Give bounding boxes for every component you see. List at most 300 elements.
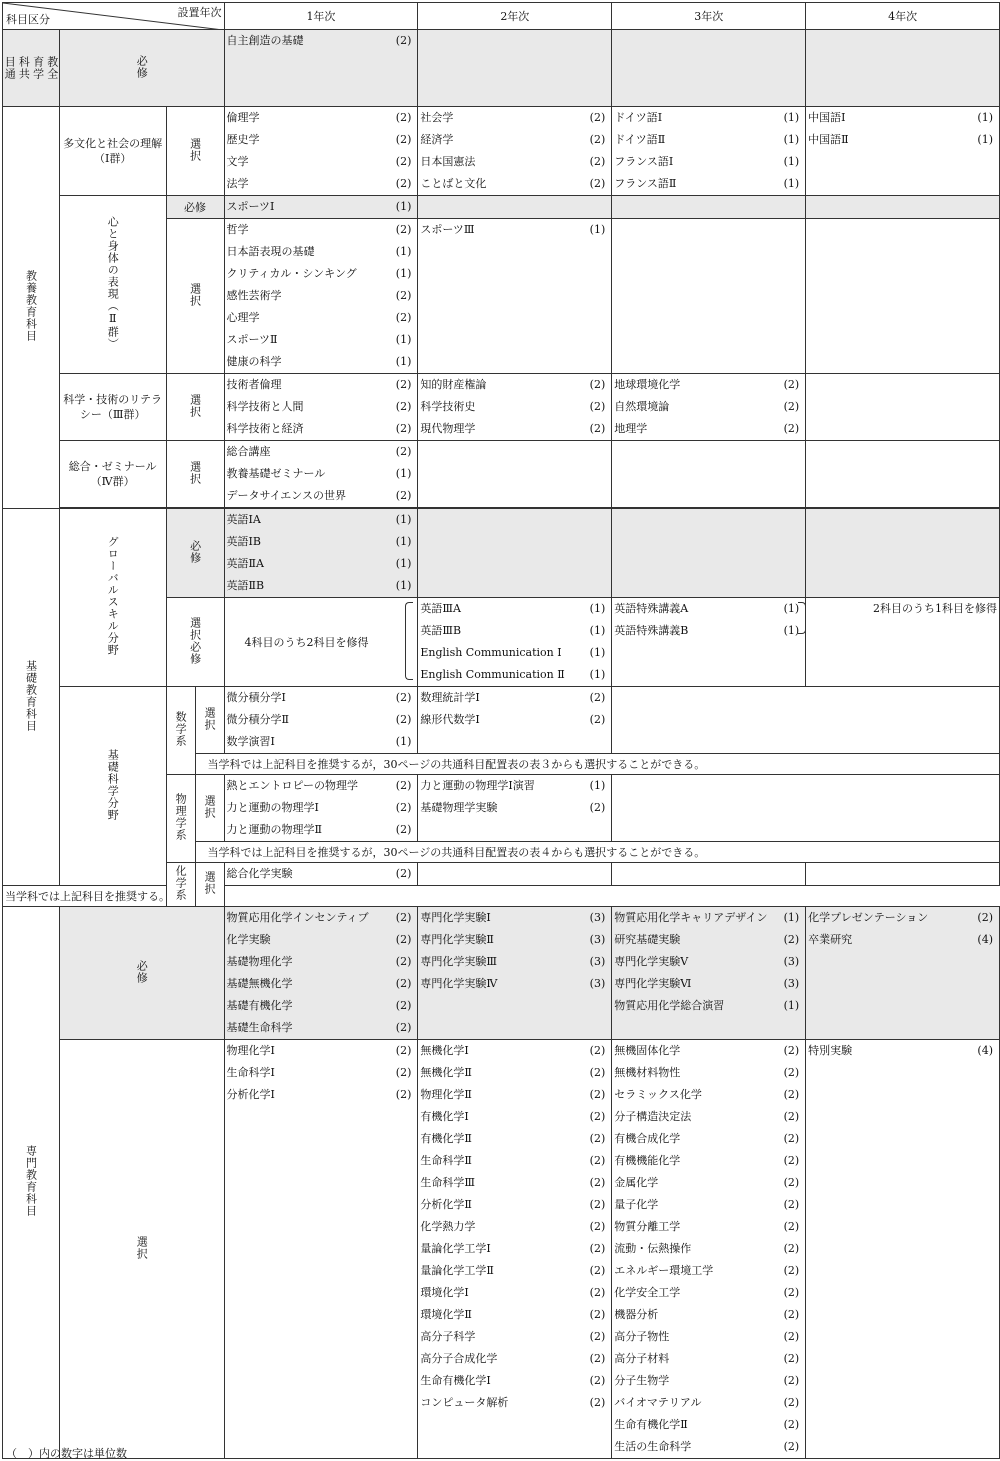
spec-req-y1 <box>224 907 418 1040</box>
chem-note: 当学科では上記科目を推奨する。 <box>3 886 225 907</box>
course-units: (2) <box>395 691 412 704</box>
course-item <box>418 1040 611 1062</box>
course-name: 専門化学実験Ⅵ <box>614 977 692 990</box>
course-name: 英語ⅡA <box>226 557 264 570</box>
course-units: (2) <box>589 422 606 435</box>
course-name: 英語ⅠA <box>226 513 261 526</box>
course-units: (2) <box>395 223 412 236</box>
course-name: 生命有機化学Ⅰ <box>420 1374 491 1387</box>
global-y1 <box>224 598 418 687</box>
course-units: (1) <box>977 111 993 124</box>
course-name: 総合講座 <box>226 445 271 458</box>
spec-req-y2 <box>418 907 612 1040</box>
course-units: (2) <box>395 111 412 124</box>
course-name: 環境化学Ⅱ <box>420 1308 472 1321</box>
course-item <box>418 1062 611 1084</box>
course-name: 物理化学Ⅰ <box>226 1044 275 1057</box>
group2-y2 <box>418 219 612 374</box>
course-item <box>225 509 418 531</box>
course-name: 生命科学Ⅲ <box>420 1176 475 1189</box>
course-units: (2) <box>783 1154 800 1167</box>
course-item <box>418 219 611 241</box>
global-y2 <box>418 598 612 687</box>
course-name: 自主創造の基礎 <box>226 34 304 47</box>
course-item <box>418 797 611 819</box>
course-item <box>418 1106 611 1128</box>
course-name: 感性芸術学 <box>226 289 282 302</box>
course-name: 英語ⅡB <box>226 579 265 592</box>
course-item <box>612 1106 805 1128</box>
course-units: (2) <box>589 1352 606 1365</box>
course-units: (2) <box>395 713 412 726</box>
course-name: 特別実験 <box>808 1044 853 1057</box>
course-name: 専門化学実験Ⅳ <box>420 977 498 990</box>
course-units: (1) <box>589 646 606 659</box>
course-item <box>418 1348 611 1370</box>
basic-education-label: 基礎教育科目 <box>3 509 60 886</box>
course-item <box>225 995 418 1017</box>
group3-y1 <box>224 374 418 441</box>
course-item <box>418 1326 611 1348</box>
course-units: (2) <box>589 801 606 814</box>
course-name: 無機材料物性 <box>614 1066 681 1079</box>
course-name: 基礎有機化学 <box>226 999 293 1012</box>
course-item <box>418 1194 611 1216</box>
group3-elective-label: 選択 <box>166 374 224 441</box>
course-units: (2) <box>589 691 606 704</box>
course-units: (1) <box>783 911 800 924</box>
course-item <box>612 396 805 418</box>
course-item <box>418 173 611 195</box>
course-units: (2) <box>395 1021 412 1034</box>
course-units: (1) <box>783 624 800 637</box>
setting-year-label: 設置年次 <box>177 6 222 19</box>
group1-y3 <box>612 107 806 196</box>
global-y4-note: 2科目のうち1科目を修得 <box>873 602 997 615</box>
course-name: フランス語Ⅱ <box>614 177 677 190</box>
course-item <box>612 907 805 929</box>
course-units: (3) <box>783 955 800 968</box>
course-units: (1) <box>395 467 412 480</box>
course-units: (1) <box>783 602 800 615</box>
course-item <box>612 620 805 642</box>
course-item <box>418 951 611 973</box>
course-name: 地球環境化学 <box>614 378 681 391</box>
chem-label: 化学系 <box>166 863 195 907</box>
course-units: (2) <box>395 489 412 502</box>
global-req-y4 <box>806 509 1000 598</box>
course-item <box>225 30 418 52</box>
course-name: 物質分離工学 <box>614 1220 681 1233</box>
course-item <box>418 129 611 151</box>
course-name: コンピュータ解析 <box>420 1396 509 1409</box>
course-item <box>225 819 418 841</box>
course-name: 高分子物性 <box>614 1330 670 1343</box>
year4-header: 4年次 <box>806 3 1000 30</box>
course-name: 分子生物学 <box>614 1374 670 1387</box>
course-units: (1) <box>783 155 800 168</box>
course-units: (2) <box>589 1308 606 1321</box>
course-name: 物質応用化学総合演習 <box>614 999 725 1012</box>
course-item <box>612 1172 805 1194</box>
course-item <box>225 151 418 173</box>
course-item <box>806 929 999 951</box>
group4-y4 <box>806 441 1000 508</box>
course-item <box>225 263 418 285</box>
common-y2 <box>418 30 612 107</box>
header-row <box>3 3 1000 30</box>
course-name: 経済学 <box>420 133 454 146</box>
course-units: (2) <box>395 1066 412 1079</box>
course-item <box>612 995 805 1017</box>
spec-elective-row <box>3 1040 1000 1459</box>
course-units: (1) <box>589 668 606 681</box>
course-name: 自然環境論 <box>614 400 670 413</box>
global-req-y1 <box>224 509 418 598</box>
course-item <box>225 1040 418 1062</box>
course-units: (2) <box>783 1374 800 1387</box>
course-name: 生命科学Ⅰ <box>226 1066 275 1079</box>
course-name: 高分子科学 <box>420 1330 476 1343</box>
course-item <box>418 1392 611 1414</box>
course-item <box>225 973 418 995</box>
course-name: 数理統計学Ⅰ <box>420 691 480 704</box>
course-item <box>612 1326 805 1348</box>
course-item <box>612 1150 805 1172</box>
group1-elective-label: 選択 <box>166 107 224 196</box>
course-item <box>806 907 999 929</box>
group1-y2 <box>418 107 612 196</box>
math-y2 <box>418 687 612 754</box>
course-name: ドイツ語Ⅰ <box>614 111 663 124</box>
course-name: 物質応用化学キャリアデザイン <box>614 911 768 924</box>
course-name: 文学 <box>226 155 249 168</box>
course-item <box>418 907 611 929</box>
course-units: (3) <box>589 911 606 924</box>
course-units: (1) <box>395 535 412 548</box>
year3-header: 3年次 <box>612 3 806 30</box>
course-name: 高分子材料 <box>614 1352 670 1365</box>
course-item <box>612 1216 805 1238</box>
course-item <box>225 929 418 951</box>
course-name: 熱とエントロピーの物理学 <box>226 779 359 792</box>
course-name: 知的財産権論 <box>420 378 487 391</box>
course-item <box>418 396 611 418</box>
specialized-education-label: 専門教育科目 <box>3 907 60 1459</box>
course-item <box>225 307 418 329</box>
global-required-label: 必修 <box>166 509 224 598</box>
course-units: (2) <box>395 999 412 1012</box>
course-item <box>225 129 418 151</box>
course-item <box>418 1260 611 1282</box>
course-name: 英語ⅠB <box>226 535 261 548</box>
group1-row <box>3 107 1000 196</box>
course-units: (2) <box>783 1440 800 1453</box>
group3-row <box>3 374 1000 441</box>
group1-y1 <box>224 107 418 196</box>
course-item <box>612 1304 805 1326</box>
math-y1 <box>224 687 418 754</box>
course-units: (2) <box>395 34 412 47</box>
global-skills-label: グローバルスキル分野 <box>59 509 166 687</box>
course-units: (2) <box>783 400 800 413</box>
spec-req-y3 <box>612 907 806 1040</box>
course-item <box>418 107 611 129</box>
course-name: エネルギー環境工学 <box>614 1264 714 1277</box>
group2-y4 <box>806 219 1000 374</box>
course-units: (1) <box>783 177 800 190</box>
course-name: 英語特殊講義B <box>614 624 689 637</box>
course-name: 無機化学Ⅱ <box>420 1066 472 1079</box>
course-units: (2) <box>783 933 800 946</box>
phys-y2 <box>418 775 612 842</box>
course-name: English Communication Ⅰ <box>420 646 562 659</box>
course-units: (3) <box>589 955 606 968</box>
course-name: 化学プレゼンテーション <box>808 911 929 924</box>
course-name: 化学実験 <box>226 933 271 946</box>
group3-label: 科学・技術のリテラシー（Ⅲ群） <box>59 374 166 441</box>
basic-science-label: 基礎科学分野 <box>59 687 166 886</box>
course-name: 有機化学Ⅱ <box>420 1132 472 1145</box>
course-name: 現代物理学 <box>420 422 476 435</box>
course-name: 力と運動の物理学Ⅰ <box>226 801 319 814</box>
course-units: (3) <box>589 933 606 946</box>
course-item <box>612 1084 805 1106</box>
course-name: 機器分析 <box>614 1308 659 1321</box>
course-name: 金属化学 <box>614 1176 659 1189</box>
course-name: 有機機能化学 <box>614 1154 681 1167</box>
course-name: English Communication Ⅱ <box>420 668 565 681</box>
spec-elec-y1 <box>224 1040 418 1459</box>
group2-y1 <box>224 219 418 374</box>
group4-y2 <box>418 441 612 508</box>
group2-required-label: 必修 <box>166 196 224 219</box>
course-units: (2) <box>589 1198 606 1211</box>
course-units: (1) <box>395 513 412 526</box>
course-units: (2) <box>589 155 606 168</box>
course-item <box>418 973 611 995</box>
course-name: スポーツⅠ <box>226 200 275 213</box>
course-units: (2) <box>589 1220 606 1233</box>
course-item <box>225 441 418 463</box>
course-units: (2) <box>783 1220 800 1233</box>
course-units: (3) <box>783 977 800 990</box>
course-units: (2) <box>589 1242 606 1255</box>
course-units: (2) <box>589 1066 606 1079</box>
course-units: (2) <box>589 1176 606 1189</box>
course-units: (4) <box>977 1044 993 1057</box>
global-y1-note: 4科目のうち2科目を修得 <box>244 636 369 649</box>
course-item <box>418 709 611 731</box>
course-units: (2) <box>589 1396 606 1409</box>
group2-y3 <box>612 219 806 374</box>
course-name: 量論化学工学Ⅱ <box>420 1264 494 1277</box>
course-units: (2) <box>395 867 412 880</box>
course-name: 日本国憲法 <box>420 155 476 168</box>
phys-elective-label: 選択 <box>195 775 224 842</box>
course-name: 法学 <box>226 177 249 190</box>
course-item <box>225 285 418 307</box>
course-units: (1) <box>783 111 800 124</box>
course-units: (2) <box>589 1264 606 1277</box>
chem-note-row <box>3 886 1000 907</box>
course-item <box>225 709 418 731</box>
course-units: (2) <box>589 1374 606 1387</box>
course-units: (2) <box>589 1286 606 1299</box>
course-item <box>225 196 418 218</box>
course-item <box>225 907 418 929</box>
course-item <box>612 107 805 129</box>
course-name: 基礎物理化学 <box>226 955 293 968</box>
course-units: (2) <box>783 1396 800 1409</box>
course-units: (2) <box>783 1066 800 1079</box>
math-label: 数学系 <box>166 687 195 775</box>
course-item <box>225 241 418 263</box>
course-name: 化学安全工学 <box>614 1286 681 1299</box>
course-units: (1) <box>589 602 606 615</box>
course-name: ことばと文化 <box>420 177 487 190</box>
course-item <box>612 951 805 973</box>
group2-req-y2 <box>418 196 612 219</box>
course-units: (1) <box>395 557 412 570</box>
global-required-row <box>3 509 1000 598</box>
course-units: (2) <box>783 1110 800 1123</box>
course-units: (2) <box>783 1242 800 1255</box>
course-units: (2) <box>395 133 412 146</box>
course-name: フランス語Ⅰ <box>614 155 674 168</box>
course-name: 力と運動の物理学Ⅱ <box>226 823 322 836</box>
course-item <box>225 553 418 575</box>
common-y3 <box>612 30 806 107</box>
course-units: (1) <box>395 200 412 213</box>
course-name: 有機合成化学 <box>614 1132 681 1145</box>
course-units: (2) <box>395 400 412 413</box>
spec-elec-y3 <box>612 1040 806 1459</box>
course-units: (2) <box>395 155 412 168</box>
course-units: (2) <box>395 801 412 814</box>
course-units: (2) <box>783 1330 800 1343</box>
group1-y4 <box>806 107 1000 196</box>
course-item <box>418 1216 611 1238</box>
course-item <box>418 1128 611 1150</box>
group3-y3 <box>612 374 806 441</box>
course-units: (1) <box>395 267 412 280</box>
course-item <box>225 797 418 819</box>
course-units: (1) <box>395 333 412 346</box>
course-units: (2) <box>977 911 993 924</box>
course-name: 歴史学 <box>226 133 260 146</box>
course-units: (2) <box>395 823 412 836</box>
course-units: (1) <box>589 779 606 792</box>
course-units: (2) <box>395 1088 412 1101</box>
course-units: (2) <box>589 713 606 726</box>
course-item <box>418 374 611 396</box>
spec-elec-y2 <box>418 1040 612 1459</box>
course-name: 分子構造決定法 <box>614 1110 692 1123</box>
global-elective-required-label: 選択必修 <box>166 598 224 687</box>
course-units: (2) <box>395 289 412 302</box>
course-units: (1) <box>589 624 606 637</box>
course-item <box>612 1040 805 1062</box>
course-units: (2) <box>395 779 412 792</box>
group2-req-y1 <box>224 196 418 219</box>
course-item <box>225 951 418 973</box>
course-item <box>418 687 611 709</box>
course-units: (2) <box>783 1286 800 1299</box>
course-item <box>418 418 611 440</box>
course-item <box>418 664 611 686</box>
course-item <box>612 1260 805 1282</box>
course-units: (2) <box>395 955 412 968</box>
course-name: 教養基礎ゼミナール <box>226 467 326 480</box>
bracket-right <box>798 602 806 634</box>
course-item <box>418 1238 611 1260</box>
course-item <box>225 329 418 351</box>
course-item <box>225 485 418 507</box>
phys-y1 <box>224 775 418 842</box>
group4-elective-label: 選択 <box>166 441 224 508</box>
course-units: (2) <box>589 1330 606 1343</box>
course-units: (1) <box>395 355 412 368</box>
group1-label: 多文化と社会の理解（Ⅰ群） <box>59 107 166 196</box>
course-name: ドイツ語Ⅱ <box>614 133 666 146</box>
year2-header: 2年次 <box>418 3 612 30</box>
chem-y1 <box>224 863 418 886</box>
course-name: スポーツⅡ <box>226 333 278 346</box>
course-name: 地理学 <box>614 422 648 435</box>
course-item <box>418 642 611 664</box>
course-units: (1) <box>395 579 412 592</box>
course-units: (4) <box>977 933 993 946</box>
course-name: 基礎物理学実験 <box>420 801 498 814</box>
course-units: (2) <box>783 1132 800 1145</box>
course-units: (2) <box>783 1418 800 1431</box>
global-req-y2 <box>418 509 612 598</box>
course-item <box>612 598 805 620</box>
common-required-label: 必修 <box>59 30 224 107</box>
course-units: (2) <box>589 1132 606 1145</box>
course-item <box>418 775 611 797</box>
course-item <box>225 418 418 440</box>
course-name: 生命科学Ⅱ <box>420 1154 472 1167</box>
course-item <box>418 1150 611 1172</box>
group4-row <box>3 441 1000 508</box>
course-name: 量論化学工学Ⅰ <box>420 1242 491 1255</box>
course-item <box>225 775 418 797</box>
course-item <box>418 598 611 620</box>
course-units: (1) <box>395 735 412 748</box>
course-units: (2) <box>783 1176 800 1189</box>
course-item <box>225 107 418 129</box>
common-row <box>3 30 1000 107</box>
course-units: (1) <box>589 223 606 236</box>
course-name: セラミックス化学 <box>614 1088 702 1101</box>
course-item <box>612 1194 805 1216</box>
course-name: 専門化学実験Ⅱ <box>420 933 494 946</box>
course-units: (2) <box>783 1352 800 1365</box>
spec-req-y4 <box>806 907 1000 1040</box>
course-item <box>225 219 418 241</box>
group3-y2 <box>418 374 612 441</box>
course-item <box>612 1436 805 1458</box>
course-units: (2) <box>783 1308 800 1321</box>
course-units: (2) <box>395 1044 412 1057</box>
course-name: 生活の生命科学 <box>614 1440 692 1453</box>
group2-required-row <box>3 196 1000 219</box>
global-y4 <box>806 598 1000 687</box>
course-item <box>418 620 611 642</box>
course-item <box>612 1348 805 1370</box>
